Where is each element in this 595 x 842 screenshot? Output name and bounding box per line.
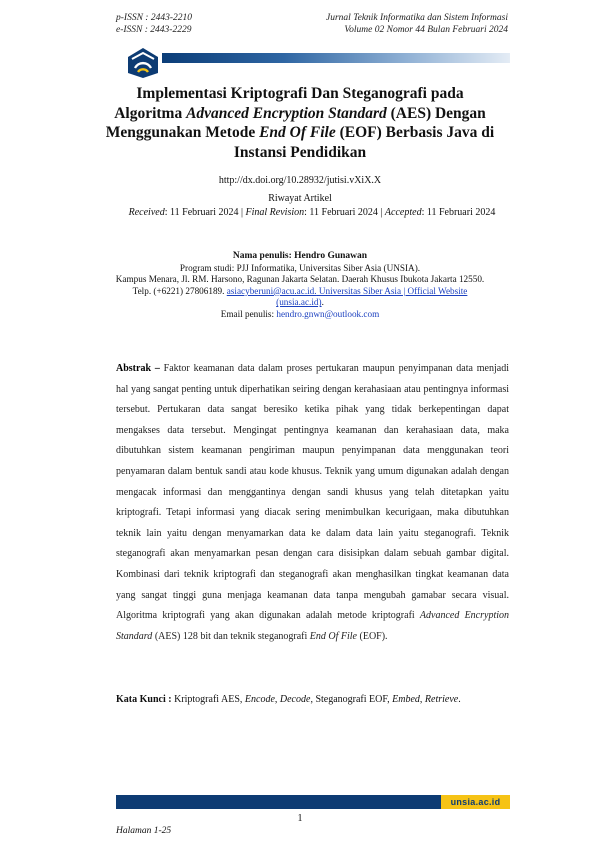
history-heading: Riwayat Artikel [268,193,332,204]
revision-date: : 11 Februari 2024 | [304,207,385,218]
journal-name: Jurnal Teknik Informatika dan Sistem Informasi [326,13,508,23]
title-italic-aes: Advanced Encryption Standard [186,104,387,122]
received-label: Received [128,207,165,218]
title-part: (EOF) Berbasis Java di Instansi Pendidikan [233,124,495,161]
email-label: Email penulis: [220,308,277,319]
keywords-label: Kata Kunci : [116,694,172,705]
keyword-italic: Decode [279,694,311,705]
author-program: Program studi: PJJ Informatika, Universitas Siber Asia (UNSIA). [179,262,421,273]
paper-title [105,84,495,162]
title-part: (AES) Dengan Menggunakan Metode [105,104,486,141]
author-contact [110,286,490,309]
e-issn: e-ISSN : 2443-2229 [116,24,192,35]
keyword-text: , [274,694,280,705]
abstract-italic: Advanced Encryption Standard [116,610,510,642]
doi-link[interactable]: http://dx.doi.org/10.28932/jutisi.vXiX.X [218,175,382,186]
abstract-text: Faktor keamanan data dalam proses pertukaran maupun penyimpanan data menjadi hal yang sangat penting untuk diperhatikan seiring dengan kerahasiaan atau pentingnya informasi tersebut. Pertukaran data sangat beresiko ketika pihak yang tidak berkepentingan dapat mengakses data tersebut. Mengingat pentingnya keamanan dan kerahasiaan data, maka dibutuhkan sistem keamanan pengiriman maupun penyimpanan data menggunakan teori penyamaran dalam bentuk sandi atau kode khusus. Teknik yang umum digunakan adalah dengan mengacak informasi dan menggantinya dengan sandi khusus yang telah ditetapkan yaitu kriptografi. Tetapi informasi yang diacak sering menimbulkan kecurigaan, maka dibutuhkan teknik lain yaitu dengan menyamarkan data ke dalam data lain yaitu steganografi. Teknik steganografi akan menyamarkan pesan dengan cara disisipkan dalam sebuah gambar digital. Kombinasi dari teknik kriptografi dan steganografi akan menghasilkan tingkat keamanan data yang sangat tinggi guna menjaga keamanan data tanpa mengubah gamabar secara visual. Algoritma kriptografi yang akan digunakan adalah metode kriptografi [116,363,509,622]
header-band [162,53,510,63]
p-issn: p-ISSN : 2443-2210 [116,13,192,23]
author-block [110,251,490,321]
abstract-text: (EOF). [357,630,388,642]
abstract-italic: End Of File [309,630,357,642]
page-range: Halaman 1-25 [116,826,172,836]
journal-logo-icon [124,44,162,80]
received-date: : 11 Februari 2024 | [164,207,246,218]
footer-website-badge[interactable]: unsia.ac.id [441,795,510,809]
accepted-date: : 11 Februari 2024 [421,207,496,218]
keyword-italic: Embed [392,694,420,705]
contact-end: . [321,297,324,308]
abstract-label: Abstrak – [116,363,160,374]
keyword-text: , Steganografi EOF, [310,694,393,705]
abstract-text: (AES) 128 bit dan teknik steganografi [152,630,310,642]
author-address: Kampus Menara, Jl. RM. Harsono, Ragunan Jakarta Selatan. Daerah Khusus Ibukota Jakarta 12550. [115,274,485,285]
keyword-italic: Encode [244,694,275,705]
title-part: Implementasi Kriptografi Dan Steganografi pada Algoritma [114,85,464,122]
revision-label: Final Revision [245,207,305,218]
keyword-text: . [458,694,461,705]
article-history [116,207,508,220]
author-email-link[interactable]: hendro.gnwn@outlook.com [276,308,380,319]
journal-volume: Volume 02 Nomor 44 Bulan Februari 2024 [344,24,508,35]
abstract [116,359,509,647]
keywords [116,690,509,711]
keyword-text: Kriptografi AES, [171,694,245,705]
journal-block [326,13,508,36]
author-email-line [110,309,490,321]
keyword-italic: Retrieve [424,694,459,705]
author-phone: Telp. (+6221) 27806189. [132,285,227,296]
issn-block [116,13,192,36]
campus-email-link[interactable]: asiacyberuni@acu.ac.id. [226,285,317,296]
website-link[interactable]: Universitas Siber Asia | Official Website (unsia.ac.id) [276,285,468,308]
page-number: 1 [297,813,303,824]
accepted-label: Accepted [384,207,422,218]
keyword-text: , [419,694,425,705]
author-name: Nama penulis: Hendro Gunawan [232,251,368,261]
footer-band [116,795,441,809]
title-italic-eof: End Of File [259,124,336,141]
